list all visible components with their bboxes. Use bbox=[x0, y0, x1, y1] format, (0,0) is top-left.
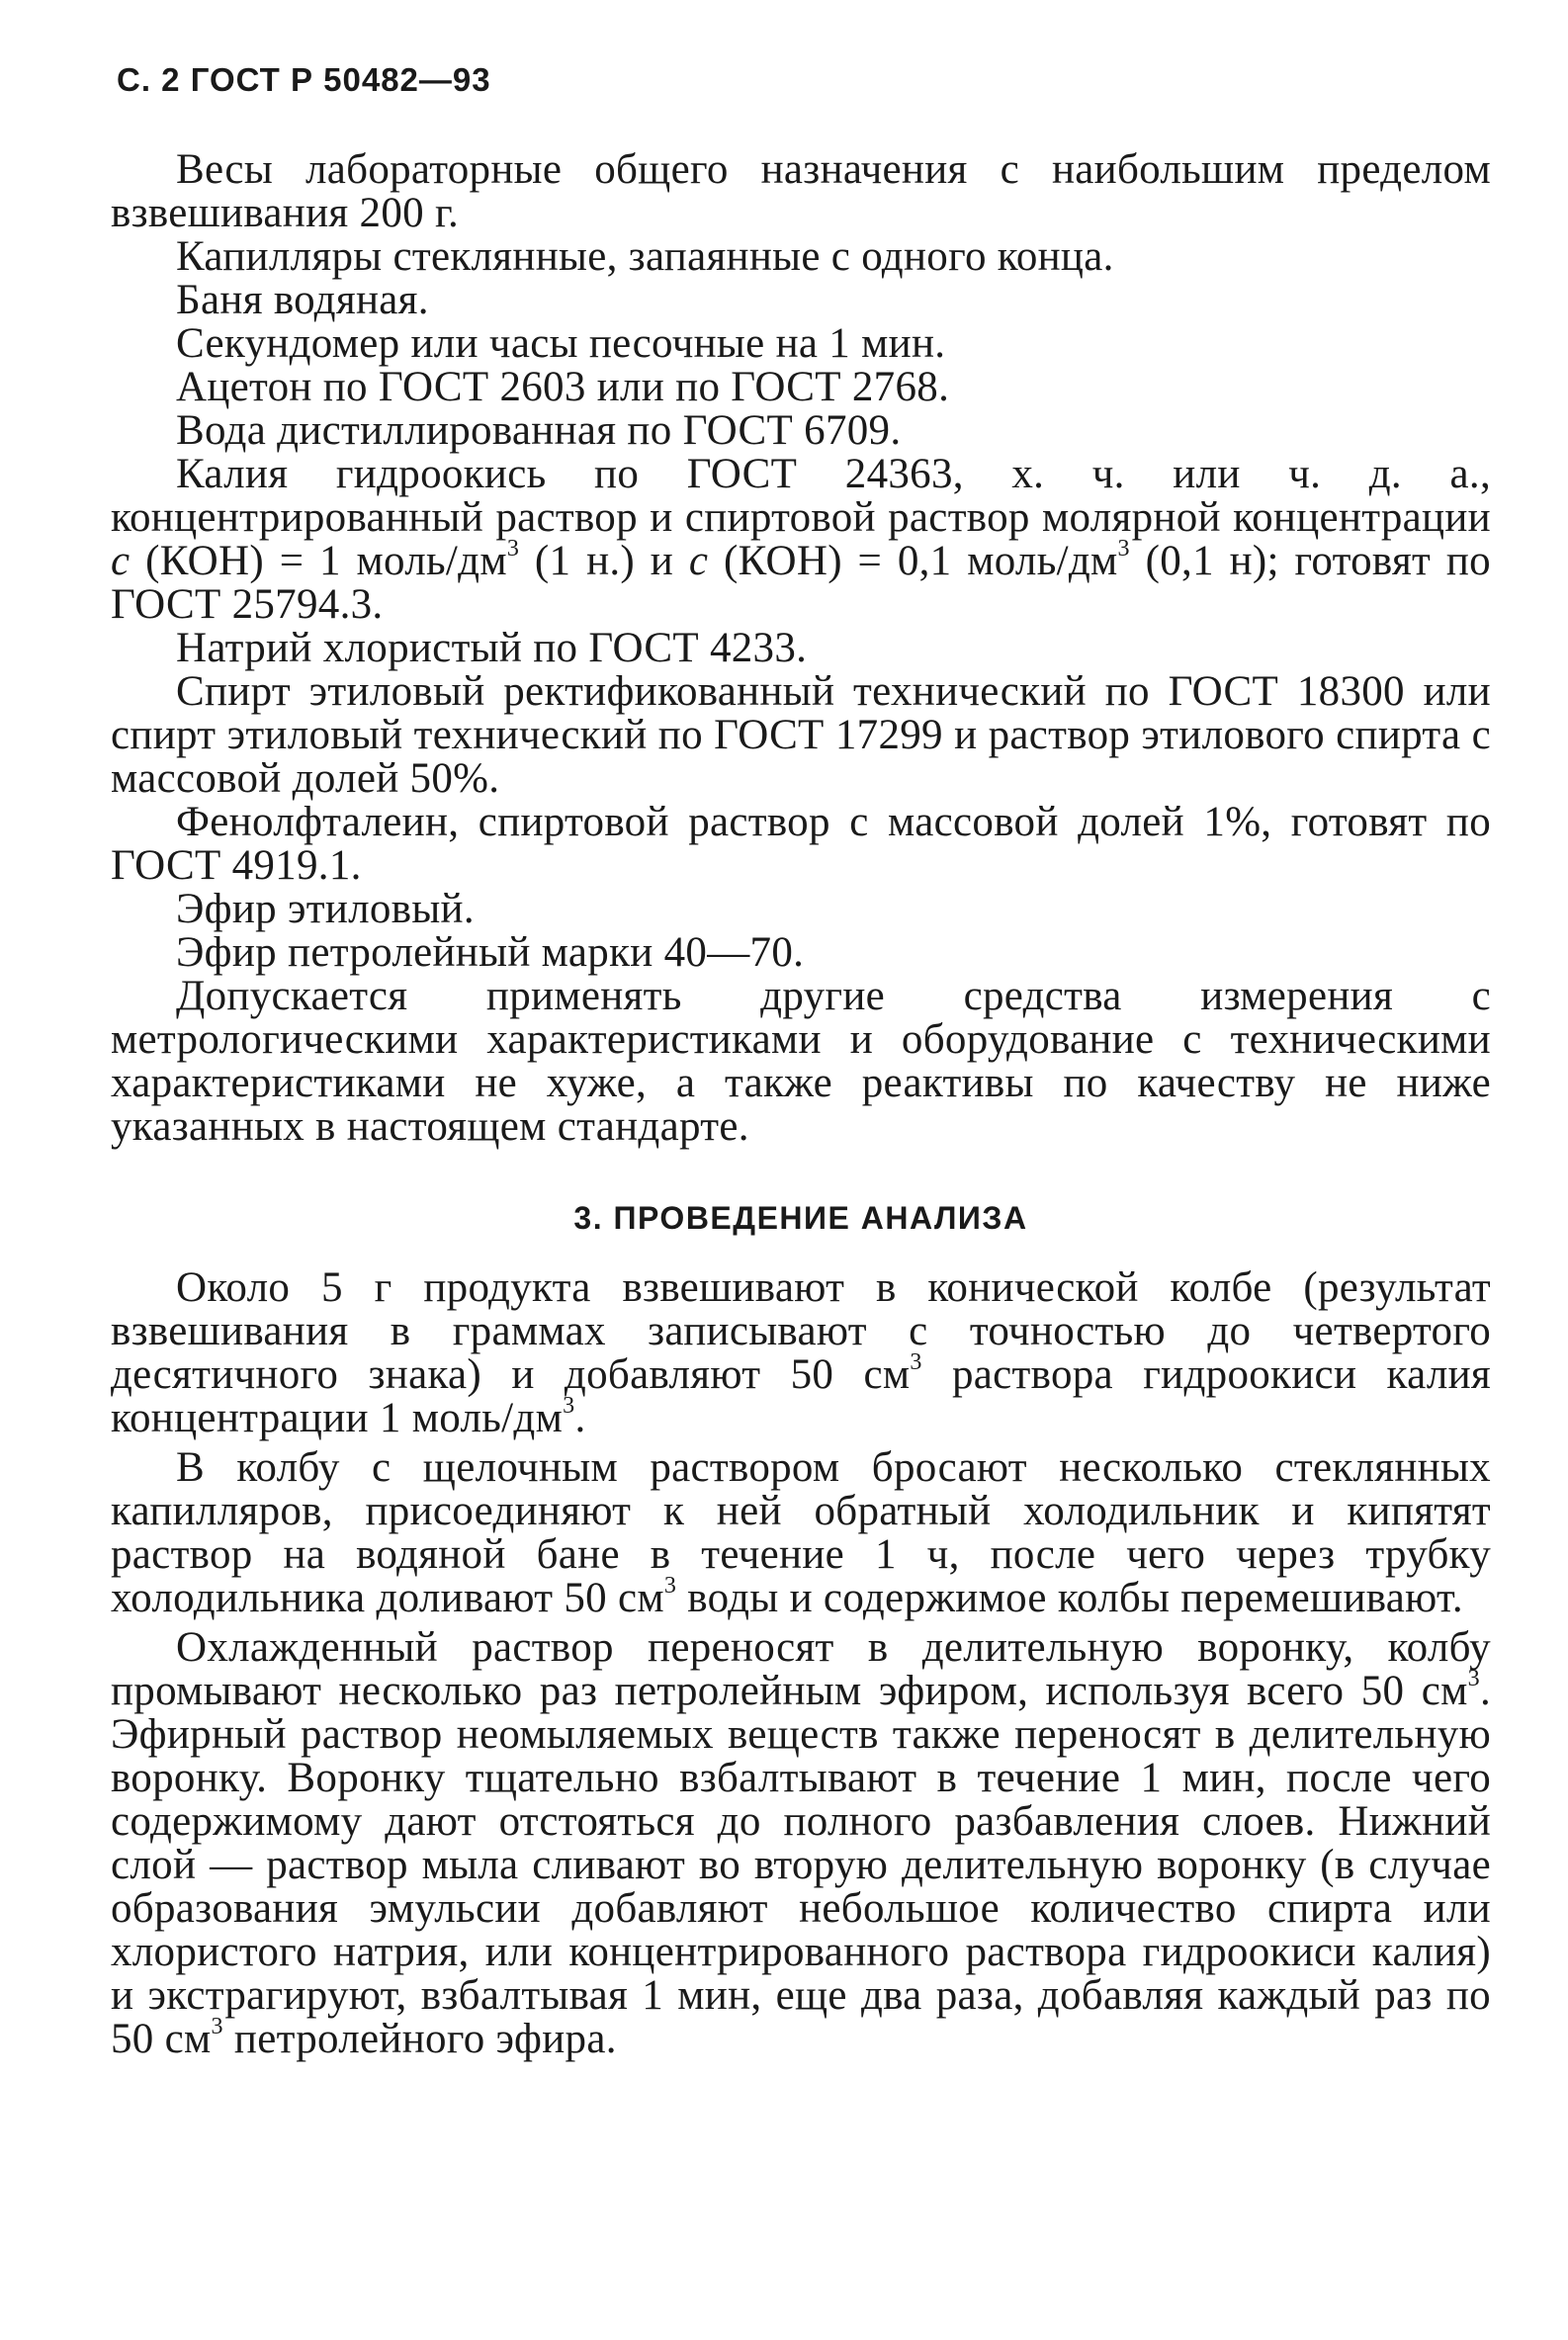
item-scales: Весы лабораторные общего назначения с наибольшим пределом взвешивания 200 г. bbox=[111, 146, 1491, 236]
koh-eq-1: (КОН) = 1 моль/дм bbox=[145, 538, 507, 584]
koh-text-1: Калия гидроокись по ГОСТ 24363, х. ч. или ч. д. а., концентрированный раствор и спиртовой раствор молярной концентрации bbox=[111, 451, 1491, 541]
analysis-p2-exp: 3 bbox=[663, 1572, 677, 1599]
analysis-p2-a: В колбу с щелочным раствором бросают несколько стеклянных капилляров, присоединяют к ней обратный холодильник и кипятят раствор на водяной бане в течение 1 ч, после чего через трубку холодильника доливают 50 см bbox=[111, 1444, 1491, 1621]
item-acetone: Ацетон по ГОСТ 2603 или по ГОСТ 2768. bbox=[176, 364, 950, 410]
analysis-p3-c: петролейного эфира. bbox=[222, 2016, 617, 2062]
item-water-bath: Баня водяная. bbox=[176, 277, 429, 323]
analysis-p1-c: . bbox=[574, 1395, 586, 1441]
analysis-paragraph-1 bbox=[111, 1266, 1491, 1440]
item-capillaries: Капилляры стеклянные, запаянные с одного конца. bbox=[176, 233, 1114, 280]
analysis-p1-exp-2: 3 bbox=[563, 1392, 575, 1419]
koh-end: (0,1 н); готовят по ГОСТ 25794.3. bbox=[111, 538, 1491, 628]
item-ethyl-ether: Эфир этиловый. bbox=[176, 886, 475, 932]
analysis-p3-a: Охлажденный раствор переносят в делительную воронку, колбу промывают несколько раз петролейным эфиром, используя всего 50 см bbox=[111, 1624, 1491, 1714]
item-petroleum-ether: Эфир петролейный марки 40—70. bbox=[176, 929, 805, 976]
koh-c-symbol-1: c bbox=[111, 538, 131, 584]
analysis-p3-b: . Эфирный раствор неомыляемых веществ также переносят в делительную воронку. Воронку тщательно взбалтывают в течение 1 мин, после чего содержимому дают отстояться до полного разбавления слоев. Нижний слой — раствор мыла сливают во вторую делительную воронку (в случае образования эмульсии добавляют небольшое количество спирта или хлористого натрия, или концентрированного раствора гидроокиси калия) и экстрагируют, взбалтывая 1 мин, еще два раза, добавляя каждый раз по 50 см bbox=[111, 1668, 1491, 2062]
koh-exponent-1: 3 bbox=[506, 535, 520, 562]
item-sodium-chloride: Натрий хлористый по ГОСТ 4233. bbox=[176, 625, 808, 671]
item-potassium-hydroxide bbox=[111, 453, 1491, 627]
analysis-p1-a: Около 5 г продукта взвешивают в конической колбе (результат взвешивания в граммах записывают с точностью до четвертого десятичного знака) и добавляют 50 см bbox=[111, 1264, 1491, 1398]
analysis-paragraph-2 bbox=[111, 1446, 1491, 1620]
item-ethyl-alcohol: Спирт этиловый ректификованный технический по ГОСТ 18300 или спирт этиловый технический по ГОСТ 17299 и раствор этилового спирта с массовой долей 50%. bbox=[111, 668, 1491, 802]
analysis-p2-b: воды и содержимое колбы перемешивают. bbox=[676, 1575, 1463, 1621]
page-header: С. 2 ГОСТ Р 50482—93 bbox=[117, 61, 491, 98]
koh-c-symbol-2: c bbox=[688, 538, 709, 584]
analysis-p1-b: раствора гидроокиси калия концентрации 1 моль/дм bbox=[111, 1351, 1491, 1441]
analysis-paragraph-3 bbox=[111, 1626, 1491, 2061]
koh-exponent-2: 3 bbox=[1117, 535, 1130, 562]
item-distilled-water: Вода дистиллированная по ГОСТ 6709. bbox=[176, 407, 902, 454]
analysis-p3-exp-1: 3 bbox=[1467, 1665, 1480, 1691]
item-phenolphthalein: Фенолфталеин, спиртовой раствор с массовой долей 1%, готовят по ГОСТ 4919.1. bbox=[111, 799, 1491, 889]
analysis-p1-exp-1: 3 bbox=[910, 1348, 922, 1375]
item-stopwatch: Секундомер или часы песочные на 1 мин. bbox=[176, 320, 946, 367]
analysis-p3-exp-2: 3 bbox=[211, 2013, 223, 2039]
note-alternatives: Допускается применять другие средства измерения с метрологическими характеристиками и оборудование с техническими характеристиками не хуже, а также реактивы по качеству не ниже указанных в настоящем стандарте. bbox=[111, 973, 1491, 1150]
koh-eq-2: (КОН) = 0,1 моль/дм bbox=[723, 538, 1118, 584]
section-title: 3. ПРОВЕДЕНИЕ АНАЛИЗА bbox=[573, 1200, 1028, 1236]
koh-mid: (1 н.) и bbox=[534, 538, 674, 584]
